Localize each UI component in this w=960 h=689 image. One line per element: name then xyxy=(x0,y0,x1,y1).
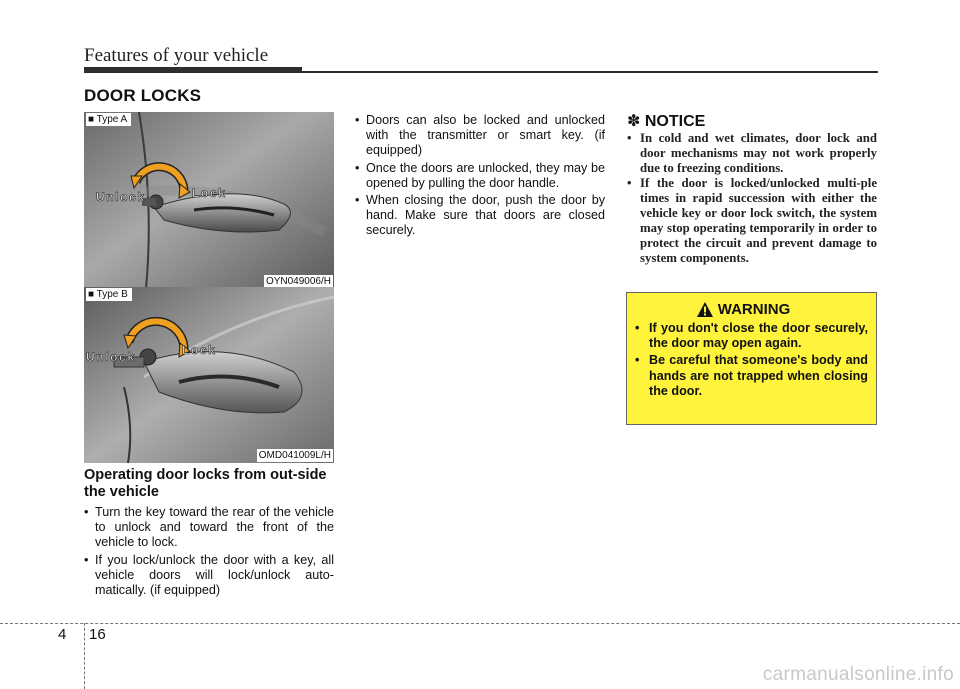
door-lock-info-list xyxy=(355,113,605,241)
lock-label-a: Lock xyxy=(192,186,227,200)
list-item: • If the door is locked/unlocked multi-ple times in rapid succession with either the vehicle key or door lock switch, the system may stop operating temporarily in order to protect the circuit and prevent damage to system components. xyxy=(627,176,877,266)
section-title: DOOR LOCKS xyxy=(84,86,202,105)
figure-type-a xyxy=(84,112,334,289)
lock-label-b: Lock xyxy=(182,343,217,357)
warning-box xyxy=(626,292,877,425)
notice-title: ✽ NOTICE xyxy=(627,113,706,130)
figure-type-b xyxy=(84,287,334,463)
list-item: • Once the doors are unlocked, they may be opened by pulling the door handle. xyxy=(355,161,605,191)
outside-operation-list xyxy=(84,505,334,600)
notice-list xyxy=(627,131,877,266)
list-item: • Doors can also be locked and unlocked with the transmitter or smart key. (if equipped) xyxy=(355,113,605,159)
door-handle-illustration-b xyxy=(84,287,334,463)
footer-rule xyxy=(0,623,960,624)
header-rule-thin xyxy=(302,71,878,73)
page-number: 16 xyxy=(89,626,106,643)
footer-divider xyxy=(84,623,85,689)
figure-type-label: ■ Type B xyxy=(86,288,132,301)
unlock-label-a: Unlock xyxy=(96,190,146,204)
list-item: • If you lock/unlock the door with a key, all vehicle doors will lock/unlock auto-matically. (if equipped) xyxy=(84,553,334,599)
figure-code: OMD041009L/H xyxy=(258,450,331,461)
watermark: carmanualsonline.info xyxy=(762,664,954,685)
warning-list xyxy=(635,321,868,399)
door-handle-illustration-a xyxy=(84,112,334,289)
unlock-label-b: Unlock xyxy=(86,350,136,364)
figure-code: OYN049006/H xyxy=(265,276,331,287)
warning-triangle-icon xyxy=(697,302,713,317)
list-item: • Turn the key toward the rear of the vehicle to unlock and toward the front of the vehicle to lock. xyxy=(84,505,334,551)
list-item: • When closing the door, push the door by hand. Make sure that doors are closed securely. xyxy=(355,193,605,239)
list-item: • Be careful that someone's body and hands are not trapped when closing the door. xyxy=(635,353,868,399)
warning-header xyxy=(619,301,868,318)
list-item: • If you don't close the door securely, the door may open again. xyxy=(635,321,868,351)
chapter-number: 4 xyxy=(58,626,67,643)
running-header: Features of your vehicle xyxy=(84,45,269,66)
figure-type-label: ■ Type A xyxy=(86,113,131,126)
warning-title: WARNING xyxy=(717,301,791,318)
outside-operation-heading: Operating door locks from out-side the vehicle xyxy=(84,467,327,500)
list-item: • In cold and wet climates, door lock and door mechanisms may not work properly due to freezing conditions. xyxy=(627,131,877,176)
header-rule xyxy=(84,67,302,73)
